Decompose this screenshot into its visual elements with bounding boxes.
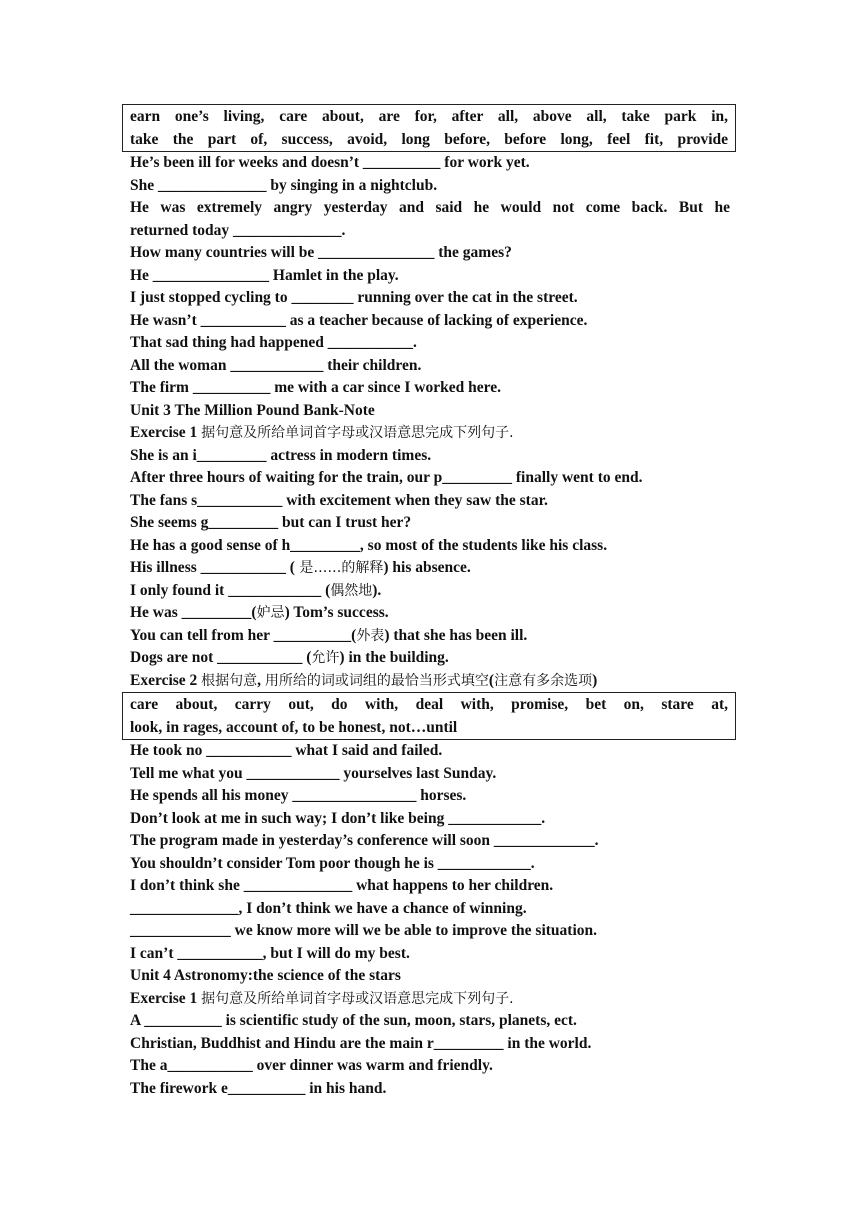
unit3-exercise1-heading — [130, 422, 730, 445]
sentence-part: ) that she has been ill. — [384, 626, 528, 644]
exercise-sentence: Tell me what you ____________ yourselves last Sunday. — [130, 764, 497, 782]
exercise-instruction-part: ) — [592, 671, 598, 689]
word-bank-line: earn one’s living, care about, are for, after all, above all, take park in, — [130, 108, 728, 125]
chinese-hint: 妒忌 — [256, 605, 285, 621]
unit4-title: Unit 4 Astronomy:the science of the stars — [130, 967, 401, 984]
word-bank-box-2 — [122, 692, 736, 740]
exercise-instruction-part: ( — [488, 671, 495, 689]
chinese-hint: 允许 — [311, 650, 340, 666]
word-bank-line: look, in rages, account of, to be honest, not…until — [130, 718, 458, 736]
exercise-instruction-part: , — [257, 671, 265, 689]
exercise-sentence: She ______________ by singing in a nightclub. — [130, 176, 438, 194]
exercise-sentence-multiline — [130, 197, 730, 242]
exercise-sentence: _____________ we know more will we be able to improve the situation. — [130, 922, 597, 939]
chinese-hint: 偶然地 — [330, 582, 373, 599]
exercise-sentence: He took no ___________ what I said and failed. — [130, 742, 443, 759]
exercise-sentence: He _______________ Hamlet in the play. — [130, 266, 399, 284]
sentence-part: ). — [372, 581, 382, 599]
exercise-sentence: The fans s___________ with excitement when they saw the star. — [130, 491, 548, 509]
chinese-hint: 是……的解释 — [294, 560, 384, 576]
exercise-sentence: I just stopped cycling to ________ running over the cat in the street. — [130, 289, 578, 306]
exercise-sentence: He wasn’t ___________ as a teacher because of lacking of experience. — [130, 311, 588, 329]
worksheet-page — [130, 104, 730, 1100]
exercise-label: Exercise 2 — [130, 671, 198, 689]
chinese-hint: 外表 — [356, 627, 385, 644]
exercise-sentence: ______________, I don’t think we have a chance of winning. — [130, 899, 527, 917]
exercise-sentence-cn-hint — [130, 557, 730, 580]
sentence-row: He was extremely angry yesterday and said he would not come back. But he — [130, 199, 730, 216]
sentence-part: His illness ___________ ( — [130, 559, 295, 576]
exercise-sentence: Christian, Buddhist and Hindu are the main r_________ in the world. — [130, 1034, 592, 1052]
exercise-sentence-cn-hint — [130, 580, 730, 603]
word-bank-box-1 — [122, 104, 736, 152]
exercise-sentence: The program made in yesterday’s conference will soon _____________. — [130, 832, 599, 849]
exercise-instruction-part: 根据句意 — [201, 672, 258, 689]
exercise-sentence: The a___________ over dinner was warm and friendly. — [130, 1057, 493, 1074]
sentence-part: ) his absence. — [383, 559, 471, 576]
word-bank-line: take the part of, success, avoid, long before, before long, feel fit, provide — [130, 130, 728, 148]
exercise-sentence: The firm __________ me with a car since I worked here. — [130, 379, 501, 396]
word-bank-line: care about, carry out, do with, deal with, promise, bet on, stare at, — [130, 696, 728, 713]
exercise-sentence: A __________ is scientific study of the sun, moon, stars, planets, ect. — [130, 1012, 577, 1029]
exercise-sentence-cn-hint — [130, 647, 730, 670]
exercise-instruction-part: 注意有多余选项 — [494, 672, 593, 689]
exercise-sentence: I can’t ___________, but I will do my best. — [130, 944, 410, 962]
exercise-sentence: He has a good sense of h_________, so most of the students like his class. — [130, 536, 608, 554]
unit3-exercise2-heading — [130, 670, 730, 693]
exercise-sentence: After three hours of waiting for the train, our p_________ finally went to end. — [130, 469, 643, 486]
exercise-sentence: He spends all his money ________________ horses. — [130, 787, 467, 804]
unit3-title: Unit 3 The Million Pound Bank-Note — [130, 401, 375, 419]
sentence-part: ) Tom’s success. — [284, 604, 389, 621]
exercise-sentence: Don’t look at me in such way; I don’t like being ____________. — [130, 809, 546, 827]
exercise-sentence: How many countries will be _______________ the games? — [130, 244, 512, 261]
sentence-part: I only found it ____________ ( — [130, 581, 331, 599]
exercise-sentence: The firework e__________ in his hand. — [130, 1079, 387, 1097]
exercise-sentence: I don’t think she ______________ what happens to her children. — [130, 877, 554, 894]
exercise-sentence: All the woman ____________ their children. — [130, 356, 422, 374]
sentence-part: ) in the building. — [339, 649, 449, 666]
sentence-part: You can tell from her __________( — [130, 626, 357, 644]
exercise-instruction: 据句意及所给单词首字母或汉语意思完成下列句子. — [201, 990, 514, 1007]
sentence-part: Dogs are not ___________ ( — [130, 649, 312, 666]
unit4-exercise1-heading — [130, 988, 730, 1011]
exercise-sentence: He’s been ill for weeks and doesn’t __________ for work yet. — [130, 154, 530, 171]
exercise-sentence: She is an i_________ actress in modern times. — [130, 446, 432, 464]
sentence-row: returned today ______________. — [130, 221, 346, 239]
exercise-label: Exercise 1 — [130, 989, 198, 1007]
exercise-sentence: She seems g_________ but can I trust her? — [130, 514, 412, 531]
exercise-sentence: You shouldn’t consider Tom poor though he is ____________. — [130, 854, 535, 872]
exercise-sentence-cn-hint — [130, 625, 730, 648]
exercise-sentence-cn-hint — [130, 602, 730, 625]
sentence-part: He was _________( — [130, 604, 257, 621]
exercise-label: Exercise 1 — [130, 424, 198, 441]
exercise-instruction-part: 用所给的词或词组的最恰当形式填空 — [264, 672, 489, 689]
exercise-instruction: 据句意及所给单词首字母或汉语意思完成下列句子. — [201, 425, 514, 441]
exercise-sentence: That sad thing had happened ___________. — [130, 334, 417, 351]
